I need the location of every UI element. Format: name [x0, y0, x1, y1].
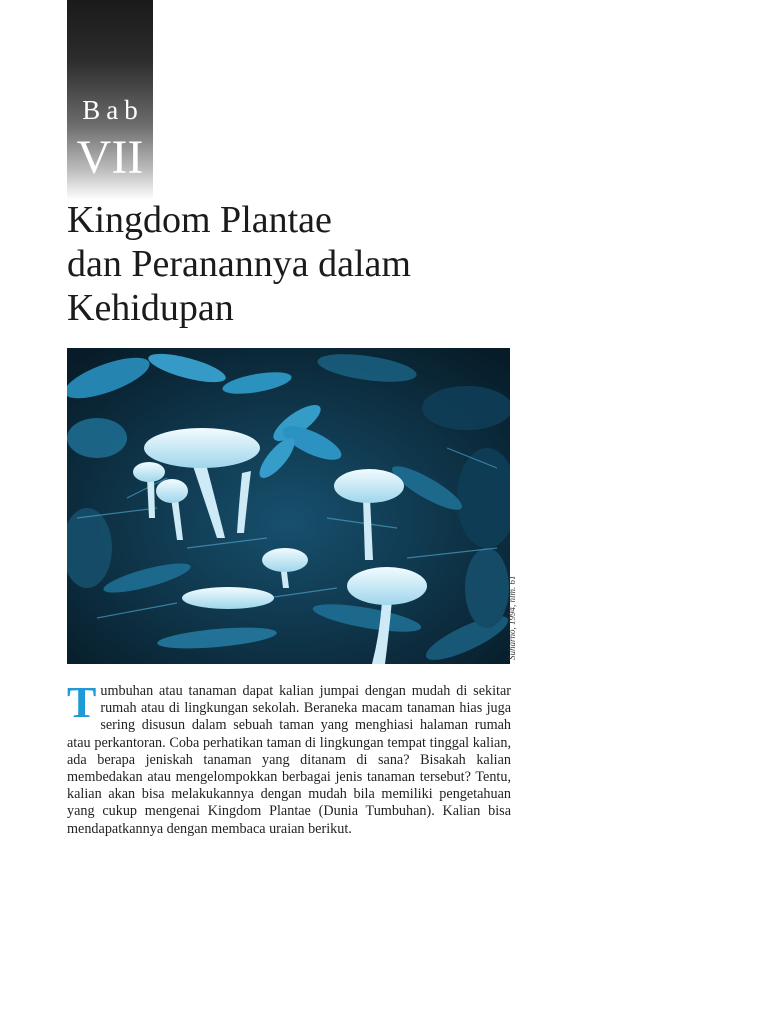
chapter-number: VII	[76, 131, 144, 184]
chapter-label: Bab	[82, 95, 144, 125]
chapter-tab	[67, 0, 153, 200]
chapter-title	[67, 198, 411, 330]
chapter-title-line: Kingdom Plantae	[67, 199, 332, 241]
mushroom-illustration	[67, 348, 510, 664]
photo-credit: Suharno, 1994, hlm. 61	[507, 575, 517, 660]
intro-paragraph	[67, 678, 511, 838]
chapter-title-line: dan Peranannya dalam	[67, 243, 411, 285]
mushroom-photo	[67, 348, 510, 664]
chapter-title-line: Kehidupan	[67, 287, 234, 329]
drop-cap: T	[67, 678, 97, 727]
intro-text: umbuhan atau tanaman dapat kalian jumpai dengan mudah di sekitar rumah atau di lingkungan sekolah. Beraneka macam tanaman hias juga sering disusun dalam sebuah taman yang menghiasi halaman rumah atau perkantoran. Coba perhatikan taman di lingkungan tempat tinggal kalian, ada berapa jeniskah tanaman yang ditanam di sana? Bisakah kalian membedakan atau mengelompokkan berbagai jenis tanaman tersebut? Tentu, kalian akan bisa melakukannya dengan mudah bila memiliki pengetahuan yang cukup mengenai Kingdom Plantae (Dunia Tumbuhan). Kalian bisa mendapatkannya dengan membaca uraian berikut.	[67, 683, 511, 837]
